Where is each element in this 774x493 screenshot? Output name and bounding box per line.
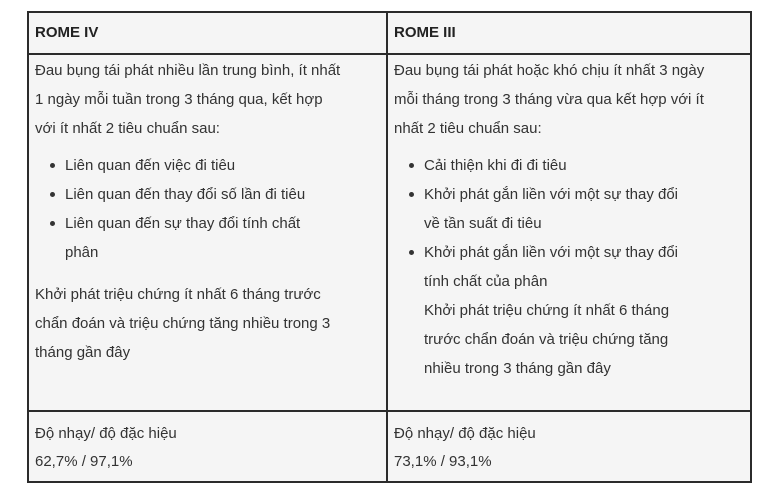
closing-line: chẩn đoán và triệu chứng tăng nhiều trong 3 [35, 315, 331, 332]
sensitivity-value: 73,1% / 93,1% [394, 453, 492, 470]
rome-iii-criteria-cell [388, 55, 750, 412]
list-item [424, 238, 744, 296]
list-item [424, 180, 744, 238]
list-item-text: phân [65, 244, 99, 261]
list-item-text: về tần suất đi tiêu [424, 215, 542, 232]
sensitivity-label: Độ nhạy/ độ đặc hiệu [35, 425, 177, 442]
list-item [65, 151, 380, 180]
intro-line: mỗi tháng trong 3 tháng vừa qua kết hợp với ít [394, 91, 704, 108]
rome-iv-criteria-cell [29, 55, 388, 412]
rome-iv-sensitivity-cell [29, 412, 388, 481]
list-item [65, 209, 380, 267]
rome-iii-sensitivity-cell [388, 412, 750, 481]
closing-line: Khởi phát triệu chứng ít nhất 6 tháng [424, 302, 670, 319]
intro-line: Đau bụng tái phát nhiều lần trung bình, ít nhất [35, 62, 341, 79]
sensitivity-value: 62,7% / 97,1% [35, 453, 133, 470]
header-rome-iv: ROME IV [29, 13, 388, 55]
rome-iii-criteria-list [394, 151, 744, 296]
list-item-text: Khởi phát gắn liền với một sự thay đổi [424, 244, 679, 261]
intro-line: 1 ngày mỗi tuần trong 3 tháng qua, kết hợp [35, 91, 323, 108]
rome-iv-intro [35, 56, 380, 143]
list-item-text: Liên quan đến thay đổi số lần đi tiêu [65, 186, 306, 203]
closing-line: trước chẩn đoán và triệu chứng tăng [424, 331, 669, 348]
sensitivity-label: Độ nhạy/ độ đặc hiệu [394, 425, 536, 442]
rome-iii-intro [394, 56, 744, 143]
list-item-text: Liên quan đến việc đi tiêu [65, 157, 236, 174]
list-item-text: Khởi phát gắn liền với một sự thay đổi [424, 186, 679, 203]
closing-line: tháng gần đây [35, 344, 131, 361]
intro-line: Đau bụng tái phát hoặc khó chịu ít nhất 3 ngày [394, 62, 705, 79]
list-item [424, 151, 744, 180]
intro-line: nhất 2 tiêu chuẩn sau: [394, 120, 542, 137]
comparison-table [27, 11, 752, 483]
list-item-text: Cải thiện khi đi đi tiêu [424, 157, 567, 174]
closing-line: Khởi phát triệu chứng ít nhất 6 tháng trước [35, 286, 321, 303]
list-item [65, 180, 380, 209]
rome-iii-closing [394, 296, 744, 383]
rome-iv-criteria-list [35, 151, 380, 267]
intro-line: với ít nhất 2 tiêu chuẩn sau: [35, 120, 220, 137]
rome-iv-closing [35, 280, 380, 367]
header-rome-iii: ROME III [388, 13, 750, 55]
closing-line: nhiều trong 3 tháng gần đây [424, 360, 611, 377]
list-item-text: Liên quan đến sự thay đổi tính chất [65, 215, 301, 232]
list-item-text: tính chất của phân [424, 273, 548, 290]
